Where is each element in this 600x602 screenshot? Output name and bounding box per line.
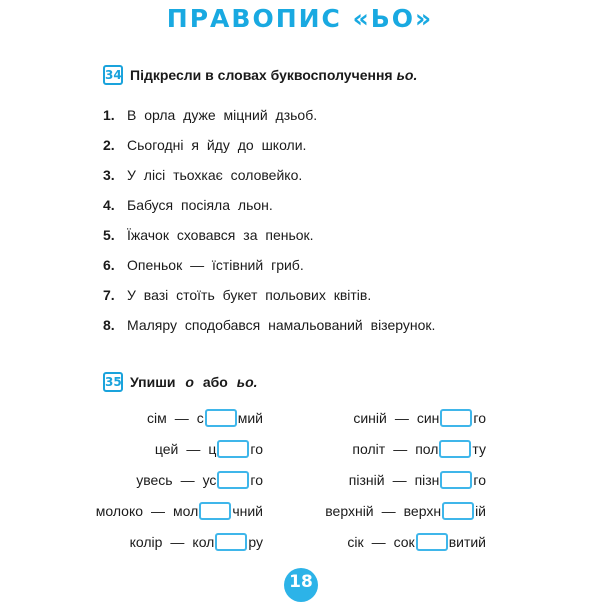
exercise-row-right [325, 499, 486, 523]
answer-blank[interactable] [440, 471, 472, 489]
base-word: політ [352, 441, 386, 457]
sentence-text: Сьогодні я йду до школи. [127, 137, 307, 153]
task-35-option-o: о [185, 374, 194, 390]
base-word: колір [129, 534, 163, 550]
word-suffix: витий [448, 534, 486, 550]
sentence-item [103, 105, 317, 125]
word-prefix: пол [415, 441, 439, 457]
sentence-text: Маляру сподобався намальований візерунок. [127, 317, 436, 333]
word-suffix: чний [232, 503, 263, 519]
sentence-number: 8. [103, 317, 115, 333]
answer-blank[interactable] [416, 533, 448, 551]
word-suffix: ій [475, 503, 486, 519]
word-prefix: мол [173, 503, 199, 519]
word-suffix: го [250, 472, 263, 488]
task-34-instruction-text: Підкресли в словах буквосполучення [130, 67, 393, 83]
task-35-conjunction: або [202, 374, 228, 390]
word-suffix: ру [248, 534, 263, 550]
sentence-number: 5. [103, 227, 115, 243]
base-word: синій [353, 410, 387, 426]
exercise-row-right [352, 437, 486, 461]
sentence-item [103, 135, 306, 155]
sentence-number: 2. [103, 137, 115, 153]
sentence-text: У вазі стоїть букет польових квітів. [127, 287, 372, 303]
answer-blank[interactable] [217, 471, 249, 489]
dash: — [392, 472, 407, 488]
base-word: пізній [348, 472, 385, 488]
word-prefix: пізн [414, 472, 440, 488]
word-prefix: ц [208, 441, 217, 457]
dash: — [393, 441, 408, 457]
page-number: 18 [284, 568, 318, 602]
task-35-header [103, 372, 258, 392]
sentence-text: Опеньок — їстівний гриб. [127, 257, 304, 273]
sentence-text: Їжачок сховався за пеньок. [127, 227, 314, 243]
sentence-number: 4. [103, 197, 115, 213]
base-word: цей [154, 441, 179, 457]
base-word: верхній [325, 503, 374, 519]
answer-blank[interactable] [439, 440, 471, 458]
base-word: сік [347, 534, 364, 550]
word-suffix: го [473, 410, 486, 426]
sentence-item [103, 195, 273, 215]
dash: — [151, 503, 166, 519]
answer-blank[interactable] [217, 440, 249, 458]
exercise-row-right [347, 530, 486, 554]
word-suffix: го [473, 472, 486, 488]
task-34-number-badge: 34 [103, 65, 123, 85]
dash: — [371, 534, 386, 550]
word-prefix: кол [192, 534, 215, 550]
dash: — [394, 410, 409, 426]
word-prefix: верхн [403, 503, 442, 519]
answer-blank[interactable] [205, 409, 237, 427]
sentence-text: Бабуся посіяла льон. [127, 197, 273, 213]
sentence-number: 7. [103, 287, 115, 303]
sentence-number: 3. [103, 167, 115, 183]
sentence-text: У лісі тьохкає соловейко. [127, 167, 303, 183]
word-prefix: син [416, 410, 440, 426]
base-word: сім [146, 410, 167, 426]
exercise-row-right [353, 406, 486, 430]
exercise-row-right [349, 468, 486, 492]
answer-blank[interactable] [199, 502, 231, 520]
answer-blank[interactable] [215, 533, 247, 551]
dash: — [186, 441, 201, 457]
word-suffix: го [250, 441, 263, 457]
word-suffix: ту [472, 441, 486, 457]
sentence-item [103, 285, 371, 305]
word-prefix: с [196, 410, 204, 426]
task-35-instruction-text: Упиши [130, 374, 176, 390]
task-35-number-badge: 35 [103, 372, 123, 392]
dash: — [381, 503, 396, 519]
dash: — [174, 410, 189, 426]
exercise-row-left [130, 530, 263, 554]
sentence-text: В орла дуже міцний дзьоб. [127, 107, 318, 123]
task-35-option-yo: ьо. [236, 374, 258, 390]
page-title: ПРАВОПИС «ЬО» [166, 4, 434, 33]
task-34-highlight: ьо. [396, 67, 418, 83]
word-prefix: ус [202, 472, 217, 488]
exercise-row-left [147, 406, 263, 430]
task-35-instruction [130, 374, 258, 390]
dash: — [180, 472, 195, 488]
word-prefix: сок [393, 534, 415, 550]
sentence-item [103, 255, 304, 275]
sentence-number: 1. [103, 107, 115, 123]
sentence-item [103, 225, 314, 245]
exercise-row-left [155, 437, 263, 461]
sentence-number: 6. [103, 257, 115, 273]
answer-blank[interactable] [440, 409, 472, 427]
task-34-instruction [130, 67, 417, 83]
base-word: увесь [136, 472, 173, 488]
word-suffix: мий [237, 410, 263, 426]
exercise-row-left [136, 468, 263, 492]
exercise-row-left [96, 499, 263, 523]
base-word: молоко [95, 503, 144, 519]
task-34-header [103, 65, 417, 85]
sentence-item [103, 315, 435, 335]
dash: — [170, 534, 185, 550]
answer-blank[interactable] [442, 502, 474, 520]
sentence-item [103, 165, 302, 185]
